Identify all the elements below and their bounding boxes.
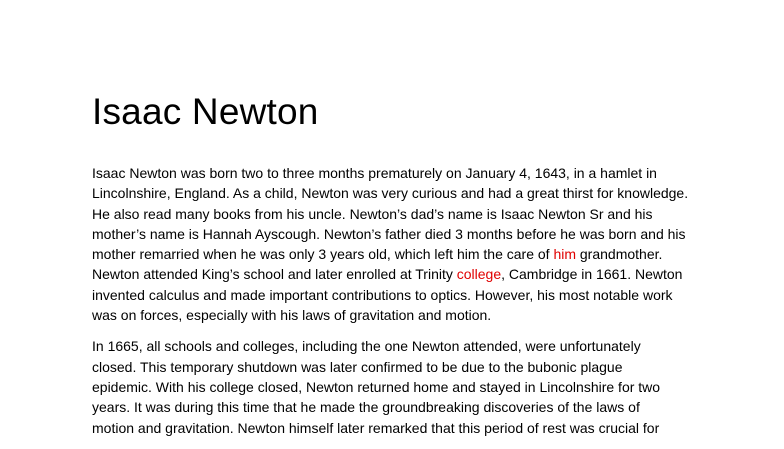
text-run: years. It was during this time that he made the groundbreaking discoveries of the laws of xyxy=(92,399,640,416)
text-line xyxy=(92,305,692,325)
text-run: motion and gravitation. Newton himself later remarked that this period of rest was crucial for xyxy=(92,419,660,436)
text-line xyxy=(92,244,692,264)
text-line xyxy=(92,285,692,305)
document-title[interactable]: Isaac Newton xyxy=(92,91,319,132)
text-run: Lincolnshire, England. As a child, Newton was very curious and had a great thirst for knowledge. xyxy=(92,185,689,202)
text-run: mother’s name is Hannah Ayscough. Newton’s father died 3 months before he was born and his xyxy=(92,225,686,242)
text-run: Isaac Newton was born two to three months prematurely on January 4, 1643, in a hamlet in xyxy=(92,165,657,181)
text-line xyxy=(92,418,692,438)
text-run: was on forces, especially with his laws of gravitation and motion. xyxy=(92,307,492,324)
text-run: mother remarried when he was only 3 years old, which left him the care of xyxy=(92,246,554,263)
text-line xyxy=(92,397,692,417)
text-run: epidemic. With his college closed, Newton returned home and stayed in Lincolnshire for two xyxy=(92,378,661,395)
text-line xyxy=(92,357,692,377)
text-run: Newton attended King’s school and later enrolled at Trinity xyxy=(92,266,457,283)
text-run: , Cambridge in 1661. Newton xyxy=(501,266,683,283)
text-run: closed. This temporary shutdown was later confirmed to be due to the bubonic plague xyxy=(92,358,623,375)
text-run: In 1665, all schools and colleges, including the one Newton attended, were unfortunately xyxy=(92,338,641,355)
text-run: He also read many books from his uncle. Newton’s dad’s name is Isaac Newton Sr and his xyxy=(92,205,653,222)
text-run: grandmother. xyxy=(576,246,663,263)
text-run: invented calculus and made important contributions to optics. However, his most notable work xyxy=(92,286,673,303)
text-line xyxy=(92,183,692,203)
text-line xyxy=(92,224,692,244)
text-line xyxy=(92,163,692,183)
text-line xyxy=(92,377,692,397)
highlighted-word: college xyxy=(456,266,502,283)
highlighted-word: him xyxy=(553,246,576,263)
text-line xyxy=(92,264,692,284)
body-paragraph xyxy=(92,336,692,437)
text-line xyxy=(92,204,692,224)
body-paragraph xyxy=(92,163,692,325)
document-body[interactable] xyxy=(92,163,692,449)
text-line xyxy=(92,336,692,356)
